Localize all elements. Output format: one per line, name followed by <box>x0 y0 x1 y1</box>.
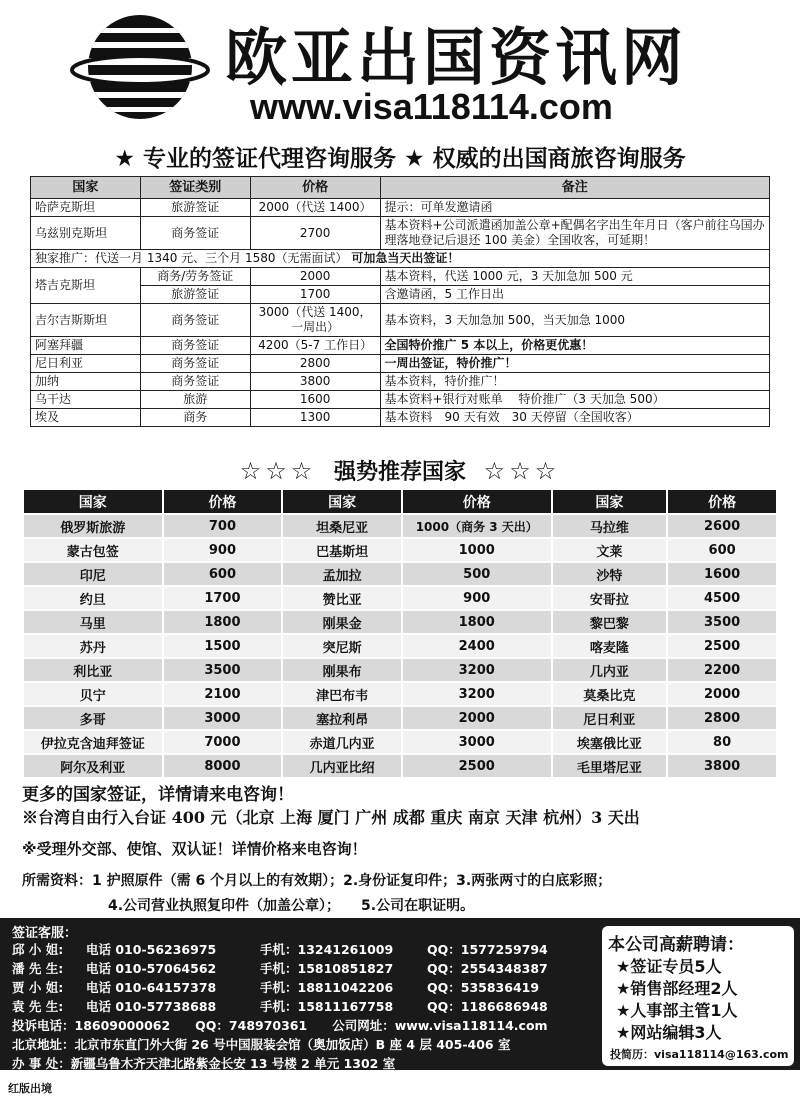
country-cell: 印尼 <box>23 562 163 586</box>
table-row <box>23 682 777 706</box>
stars-icon: ☆☆☆ <box>239 457 317 485</box>
country-cell: 突尼斯 <box>282 634 402 658</box>
country-cell: 蒙古包签 <box>23 538 163 562</box>
contact-name: 贾 小 姐: <box>12 980 64 995</box>
col-header: 国家 <box>282 489 402 514</box>
table-row <box>23 754 777 778</box>
price-cell: 2400 <box>402 634 552 658</box>
country-cell: 坦桑尼亚 <box>282 514 402 538</box>
table-row <box>31 199 770 217</box>
table-row <box>23 658 777 682</box>
country-cell: 乌兹别克斯坦 <box>31 217 141 250</box>
country-cell: 巴基斯坦 <box>282 538 402 562</box>
footer-label: 红版出境 <box>8 1082 52 1095</box>
promo-bold: 可加急当天出签证！ <box>351 251 460 265</box>
price-cell: 2000 <box>667 682 777 706</box>
price-cell: 900 <box>402 586 552 610</box>
price-cell: 1800 <box>163 610 283 634</box>
country-cell: 孟加拉 <box>282 562 402 586</box>
price-cell: 2500 <box>402 754 552 778</box>
country-cell: 马里 <box>23 610 163 634</box>
contact-qq[interactable]: QQ：1186686948 <box>427 999 548 1014</box>
promo-row <box>31 250 770 268</box>
price-cell: 2600 <box>667 514 777 538</box>
country-cell: 利比亚 <box>23 658 163 682</box>
site-title: 欧亚出国资讯网 <box>225 21 688 94</box>
contact-phone[interactable]: 电话 010-64157378 <box>86 980 217 995</box>
price-cell: 2500 <box>667 634 777 658</box>
col-header: 价格 <box>402 489 552 514</box>
contact-mobile[interactable]: 手机：15811167758 <box>260 999 394 1014</box>
table-row <box>31 268 770 286</box>
country-cell: 刚果金 <box>282 610 402 634</box>
price-cell: 2000 <box>402 706 552 730</box>
hiring-position: ★人事部主管1人 <box>616 1001 738 1020</box>
price-cell: 3500 <box>163 658 283 682</box>
table-row <box>23 706 777 730</box>
price-cell: 3500 <box>667 610 777 634</box>
country-cell: 黎巴黎 <box>552 610 668 634</box>
requirements-line-1: 所需资料：1 护照原件（需 6 个月以上的有效期）；2.身份证复印件；3.两张两寸的白底彩照； <box>22 873 612 889</box>
price-cell: 8000 <box>163 754 283 778</box>
promo-cell <box>31 250 770 268</box>
country-cell: 赤道几内亚 <box>282 730 402 754</box>
price-cell: 600 <box>667 538 777 562</box>
country-cell: 马拉维 <box>552 514 668 538</box>
header <box>0 0 800 135</box>
table-row <box>31 391 770 409</box>
price-cell: 700 <box>163 514 283 538</box>
col-header: 价格 <box>250 177 380 199</box>
hiring-box <box>602 926 794 1066</box>
note-cell: 基本资料+银行对账单 特价推广（3 天加急 500） <box>380 391 769 409</box>
recommend-title <box>0 455 800 486</box>
price-cell: 1000 <box>402 538 552 562</box>
hiring-position: ★网站编辑3人 <box>616 1023 722 1042</box>
col-header: 价格 <box>163 489 283 514</box>
price-cell: 3800 <box>250 373 380 391</box>
table-row <box>23 610 777 634</box>
country-cell: 俄罗斯旅游 <box>23 514 163 538</box>
country-cell: 赞比亚 <box>282 586 402 610</box>
table-row <box>23 514 777 538</box>
table-row <box>23 586 777 610</box>
price-cell: 80 <box>667 730 777 754</box>
price-cell: 2100 <box>163 682 283 706</box>
country-cell: 喀麦隆 <box>552 634 668 658</box>
country-cell: 多哥 <box>23 706 163 730</box>
type-cell: 商务签证 <box>140 304 250 337</box>
recommend-table <box>22 488 778 779</box>
country-cell: 阿尔及利亚 <box>23 754 163 778</box>
type-cell: 旅游 <box>140 391 250 409</box>
country-cell: 沙特 <box>552 562 668 586</box>
note-cell: 基本资料 90 天有效 30 天停留（全国收客） <box>380 409 769 427</box>
resume-email[interactable]: 投简历：visa118114@163.com <box>610 1048 789 1061</box>
price-cell: 2000 <box>250 268 380 286</box>
price-cell: 2800 <box>667 706 777 730</box>
beijing-address: 北京地址：北京市东直门外大街 26 号中国服装会馆（奥加饭店）B 座 4 层 405-406 室 <box>12 1037 511 1052</box>
price-cell: 7000 <box>163 730 283 754</box>
price-cell: 3200 <box>402 658 552 682</box>
taiwan-note: ※台湾自由行入台证 400 元（北京 上海 厦门 广州 成都 重庆 南京 天津 杭州）3 天出 <box>22 808 640 827</box>
more-countries-note: 更多的国家签证，详情请来电咨询！ <box>22 785 294 805</box>
col-header: 国家 <box>31 177 141 199</box>
col-header: 备注 <box>380 177 769 199</box>
price-cell: 1700 <box>250 286 380 304</box>
hiring-title: 本公司高薪聘请： <box>608 935 744 955</box>
contact-mobile[interactable]: 手机：13241261009 <box>260 942 394 957</box>
table-row <box>23 538 777 562</box>
price-cell: 3800 <box>667 754 777 778</box>
requirements-line-2: 4.公司营业执照复印件（加盖公章）； 5.公司在职证明。 <box>108 898 475 914</box>
note-cell: 提示：可单发邀请函 <box>380 199 769 217</box>
country-cell: 阿塞拜疆 <box>31 337 141 355</box>
price-cell: 2200 <box>667 658 777 682</box>
country-cell: 苏丹 <box>23 634 163 658</box>
country-cell: 塞拉利昂 <box>282 706 402 730</box>
price-cell: 600 <box>163 562 283 586</box>
recommend-table-header <box>23 489 777 514</box>
stars-icon: ☆☆☆ <box>483 457 561 485</box>
table-row <box>31 373 770 391</box>
country-cell: 加纳 <box>31 373 141 391</box>
type-cell: 商务 <box>140 409 250 427</box>
price-cell: 1700 <box>163 586 283 610</box>
note-cell: 含邀请函，5 工作日出 <box>380 286 769 304</box>
type-cell: 商务签证 <box>140 217 250 250</box>
country-cell: 莫桑比克 <box>552 682 668 706</box>
price-cell: 1800 <box>402 610 552 634</box>
promo-text: 独家推广：代送一月 1340 元、三个月 1580（无需面试） <box>35 251 348 265</box>
col-header: 国家 <box>552 489 668 514</box>
country-cell: 几内亚比绍 <box>282 754 402 778</box>
hiring-position: ★销售部经理2人 <box>616 979 738 998</box>
price-cell: 1600 <box>667 562 777 586</box>
office-address: 办 事 处：新疆乌鲁木齐天津北路紫金长安 13 号楼 2 单元 1302 室 <box>12 1056 396 1071</box>
country-cell: 哈萨克斯坦 <box>31 199 141 217</box>
country-cell: 毛里塔尼亚 <box>552 754 668 778</box>
type-cell: 商务/劳务签证 <box>140 268 250 286</box>
col-header: 签证类别 <box>140 177 250 199</box>
contact-name: 潘 先 生: <box>12 961 64 976</box>
table-row <box>31 337 770 355</box>
note-cell: 基本资料，3 天加急加 500，当天加急 1000 <box>380 304 769 337</box>
country-cell: 贝宁 <box>23 682 163 706</box>
col-header: 价格 <box>667 489 777 514</box>
contact-name: 袁 先 生: <box>12 999 64 1014</box>
contact-name: 邱 小 姐: <box>12 942 64 957</box>
table-row <box>31 355 770 373</box>
price-cell: 3000 <box>402 730 552 754</box>
country-cell: 尼日利亚 <box>552 706 668 730</box>
contact-qq[interactable]: QQ：1577259794 <box>427 942 548 957</box>
country-cell: 伊拉克含迪拜签证 <box>23 730 163 754</box>
recommend-title-text: 强势推荐国家 <box>333 460 466 485</box>
contact-phone[interactable]: 电话 010-57738688 <box>86 999 217 1014</box>
note-cell: 基本资料，代送 1000 元，3 天加急加 500 元 <box>380 268 769 286</box>
contact-qq[interactable]: QQ：535836419 <box>427 980 540 995</box>
country-cell: 塔吉克斯坦 <box>31 268 141 304</box>
slogan: ★ 专业的签证代理咨询服务 ★ 权威的出国商旅咨询服务 <box>114 146 686 172</box>
visa-table <box>30 176 770 427</box>
country-cell: 津巴布韦 <box>282 682 402 706</box>
price-cell: 4500 <box>667 586 777 610</box>
table-row <box>23 730 777 754</box>
country-cell: 埃塞俄比亚 <box>552 730 668 754</box>
price-cell: 4200（5-7 工作日） <box>250 337 380 355</box>
country-cell: 刚果布 <box>282 658 402 682</box>
price-cell: 3000（代送 1400，一周出） <box>250 304 380 337</box>
visa-table-header <box>31 177 770 199</box>
country-cell: 吉尔吉斯斯坦 <box>31 304 141 337</box>
note-cell <box>380 355 769 373</box>
country-cell: 埃及 <box>31 409 141 427</box>
complaint-line: 投诉电话：18609000062 QQ：748970361 公司网址：www.visa118114.com <box>12 1018 548 1033</box>
note-cell: 基本资料+公司派遣函加盖公章+配偶名字出生年月日（客户前往乌国办理落地登记后退还 100 美金）全国收客，可延期！ <box>380 217 769 250</box>
contact-phone[interactable]: 电话 010-56236975 <box>86 942 217 957</box>
contact-mobile[interactable]: 手机：18811042206 <box>260 980 394 995</box>
country-cell: 尼日利亚 <box>31 355 141 373</box>
note-bold: 全国特价推广 5 本以上，价格更优惠！ <box>384 338 594 352</box>
price-cell: 500 <box>402 562 552 586</box>
type-cell: 旅游签证 <box>140 286 250 304</box>
table-row <box>23 634 777 658</box>
price-cell: 3000 <box>163 706 283 730</box>
contact-heading: 签证客服： <box>12 926 78 941</box>
contact-mobile[interactable]: 手机：15810851827 <box>260 961 394 976</box>
table-row <box>31 304 770 337</box>
type-cell: 商务签证 <box>140 355 250 373</box>
note-bold: 一周出签证，特价推广！ <box>384 356 517 370</box>
price-cell: 1000（商务 3 天出） <box>402 514 552 538</box>
globe-logo-icon <box>70 12 210 122</box>
note-cell <box>380 337 769 355</box>
type-cell: 商务签证 <box>140 373 250 391</box>
price-cell: 2800 <box>250 355 380 373</box>
site-url[interactable]: www.visa118114.com <box>250 86 613 127</box>
type-cell: 商务签证 <box>140 337 250 355</box>
note-cell: 基本资料，特价推广！ <box>380 373 769 391</box>
country-cell: 几内亚 <box>552 658 668 682</box>
recommend-table-body <box>23 514 777 778</box>
col-header: 国家 <box>23 489 163 514</box>
table-row <box>31 409 770 427</box>
contact-phone[interactable]: 电话 010-57064562 <box>86 961 217 976</box>
price-cell: 3200 <box>402 682 552 706</box>
hiring-position: ★签证专员5人 <box>616 957 722 976</box>
country-cell: 约旦 <box>23 586 163 610</box>
price-cell: 2700 <box>250 217 380 250</box>
type-cell: 旅游签证 <box>140 199 250 217</box>
contact-qq[interactable]: QQ：2554348387 <box>427 961 548 976</box>
country-cell: 安哥拉 <box>552 586 668 610</box>
price-cell: 2000（代送 1400） <box>250 199 380 217</box>
table-row <box>31 217 770 250</box>
table-row <box>31 286 770 304</box>
price-cell: 1600 <box>250 391 380 409</box>
price-cell: 1300 <box>250 409 380 427</box>
table-row <box>23 562 777 586</box>
price-cell: 1500 <box>163 634 283 658</box>
country-cell: 乌干达 <box>31 391 141 409</box>
legalization-note: ※受理外交部、使馆、双认证！详情价格来电咨询！ <box>22 840 367 858</box>
price-cell: 900 <box>163 538 283 562</box>
country-cell: 文莱 <box>552 538 668 562</box>
